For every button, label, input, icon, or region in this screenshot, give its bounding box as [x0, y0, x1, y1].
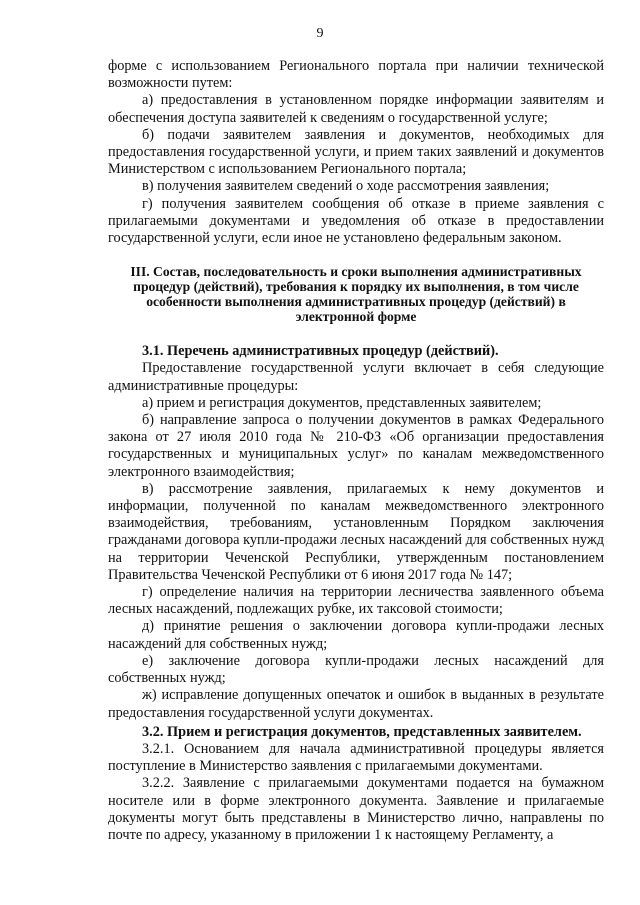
procedure-item: а) прием и регистрация документов, представленных заявителем;	[142, 394, 542, 411]
list-item-g: г) получения заявителем сообщения об отказе в приеме заявления с прилагаемыми документами и уведомления об отказе в предоставлении государственной услуги, если иное не установлено федеральным законом.	[108, 195, 604, 247]
procedure-item: ж) исправление допущенных опечаток и ошибок в выданных в результате предоставления государственной услуги документах.	[108, 687, 604, 721]
paragraph-3-2-2: 3.2.2. Заявление с прилагаемыми документами подается на бумажном носителе или в форме электронного документа. Заявление и прилагаемые документы могут быть представлены в Министерство лично, направлены по почте по адресу, указанному в приложении 1 к настоящему Регламенту, а	[108, 775, 604, 843]
procedure-item: е) заключение договора купли-продажи лесных насаждений для собственных нужд;	[108, 652, 604, 687]
procedure-item: в) рассмотрение заявления, прилагаемых к нему документов и информации, полученной по каналам межведомственного электронного взаимодействия, требованиям, установленным Порядком заключения гражданами договора купли-продажи лесных насаждений для собственных нужд на территории Чеченской Республики, утвержденным постановлением Правительства Чеченской Республики от 6 июня 2017 года № 147;	[108, 480, 604, 583]
procedure-item: д) принятие решения о заключении договора купли-продажи лесных насаждений для собственных нужд;	[108, 618, 604, 652]
list-item-a: а) предоставления в установленном порядке информации заявителям и обеспечения доступа заявителей к сведениям о государственной услуге;	[108, 92, 604, 126]
list-item-b: б) подачи заявителем заявления и документов, необходимых для предоставления государственной услуги, и прием таких заявлений и документов Министерством с использованием Регионального портала;	[108, 126, 604, 178]
section-title: III. Состав, последовательность и сроки выполнения административных процедур (действий), требования к порядку их выполнения, в том числе особенности выполнения административных процедур (действий) в электронной форме	[130, 264, 582, 325]
subsection-intro: Предоставление государственной услуги включает в себя следующие административные процедуры:	[108, 360, 604, 394]
document-body	[108, 58, 604, 844]
procedure-item: г) определение наличия на территории лесничества заявленного объема лесных насаждений, подлежащих рубке, их таксовой стоимости;	[108, 584, 604, 618]
subsection-heading-3-2: 3.2. Прием и регистрация документов, представленных заявителем.	[142, 723, 582, 740]
paragraph-continuation: форме с использованием Регионального портала при наличии технической возможности путем:	[108, 58, 604, 92]
page-number: 9	[316, 26, 324, 41]
subsection-heading-3-1: 3.1. Перечень административных процедур (действий).	[142, 343, 499, 360]
list-item-v: в) получения заявителем сведений о ходе рассмотрения заявления;	[142, 178, 550, 195]
procedure-item: б) направление запроса о получении документов в рамках Федерального закона от 27 июля 2010 года № 210-ФЗ «Об организации предоставления государственных и муниципальных услуг» по каналам межведомственного электронного взаимодействия;	[108, 412, 604, 480]
paragraph-3-2-1: 3.2.1. Основанием для начала административной процедуры является поступление в Министерство заявления с прилагаемыми документами.	[108, 740, 604, 775]
